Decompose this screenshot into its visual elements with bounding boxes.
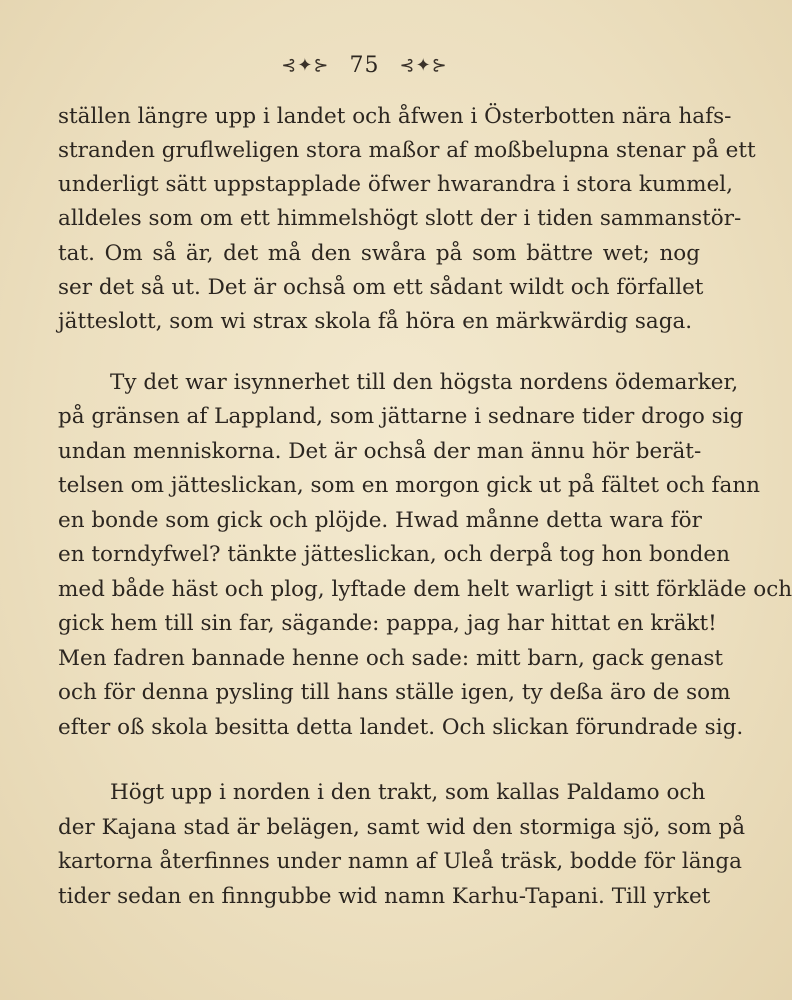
text-line: Ty det war isynnerhet till den högsta nordens ödemarker, [110, 370, 739, 395]
text-line: telsen om jätteslickan, som en morgon gick ut på fältet och fann [58, 473, 761, 498]
text-line: der Kajana stad är belägen, samt wid den stormiga sjö, som på [58, 815, 746, 840]
ornament-right-icon: ⊰✦⊱ [399, 54, 448, 76]
text-line: stranden gruflweligen stora maßor af moßbelupna stenar på ett [58, 138, 756, 163]
text-line: underligt sätt uppstapplade öfwer hwarandra i stora kummel, [58, 172, 734, 197]
text-line: med både häst och plog, lyftade dem helt warligt i sitt förkläde och [58, 577, 792, 602]
text-line: tat. Om så är, det må den swåra på som bättre wet; nog [58, 241, 700, 266]
text-line: och för denna pysling till hans ställe igen, ty deßa äro de som [58, 680, 731, 705]
text-line: kartorna återfinnes under namn af Uleå träsk, bodde för länga [58, 849, 742, 874]
page-header [0, 52, 729, 78]
text-line: en bonde som gick och plöjde. Hwad månne detta wara för [58, 508, 702, 533]
text-line: tider sedan en finngubbe wid namn Karhu-Tapani. Till yrket [58, 884, 711, 909]
text-line: en torndyfwel? tänkte jätteslickan, och derpå tog hon bonden [58, 542, 730, 567]
text-line: efter oß skola besitta detta landet. Och slickan förundrade sig. [58, 715, 744, 740]
text-line: jätteslott, som wi strax skola få höra en märkwärdig saga. [58, 309, 693, 334]
text-line: undan menniskorna. Det är ochså der man ännu hör berät- [58, 439, 702, 464]
text-line: ser det så ut. Det är ochså om ett sådant wildt och förfallet [58, 275, 704, 300]
text-line: gick hem till sin far, sägande: pappa, jag har hittat en kräkt! [58, 611, 717, 636]
text-line: Men fadren bannade henne och sade: mitt barn, gack genast [58, 646, 724, 671]
text-line: Högt upp i norden i den trakt, som kallas Paldamo och [110, 780, 706, 805]
page-number: 75 [349, 52, 380, 78]
text-line: ställen längre upp i landet och åfwen i Österbotten nära hafs- [58, 104, 732, 129]
ornament-left-icon: ⊰✦⊱ [281, 54, 330, 76]
text-line: på gränsen af Lappland, som jättarne i sednare tider drogo sig [58, 404, 744, 429]
text-line: alldeles som om ett himmelshögt slott der i tiden sammanstör- [58, 206, 742, 231]
